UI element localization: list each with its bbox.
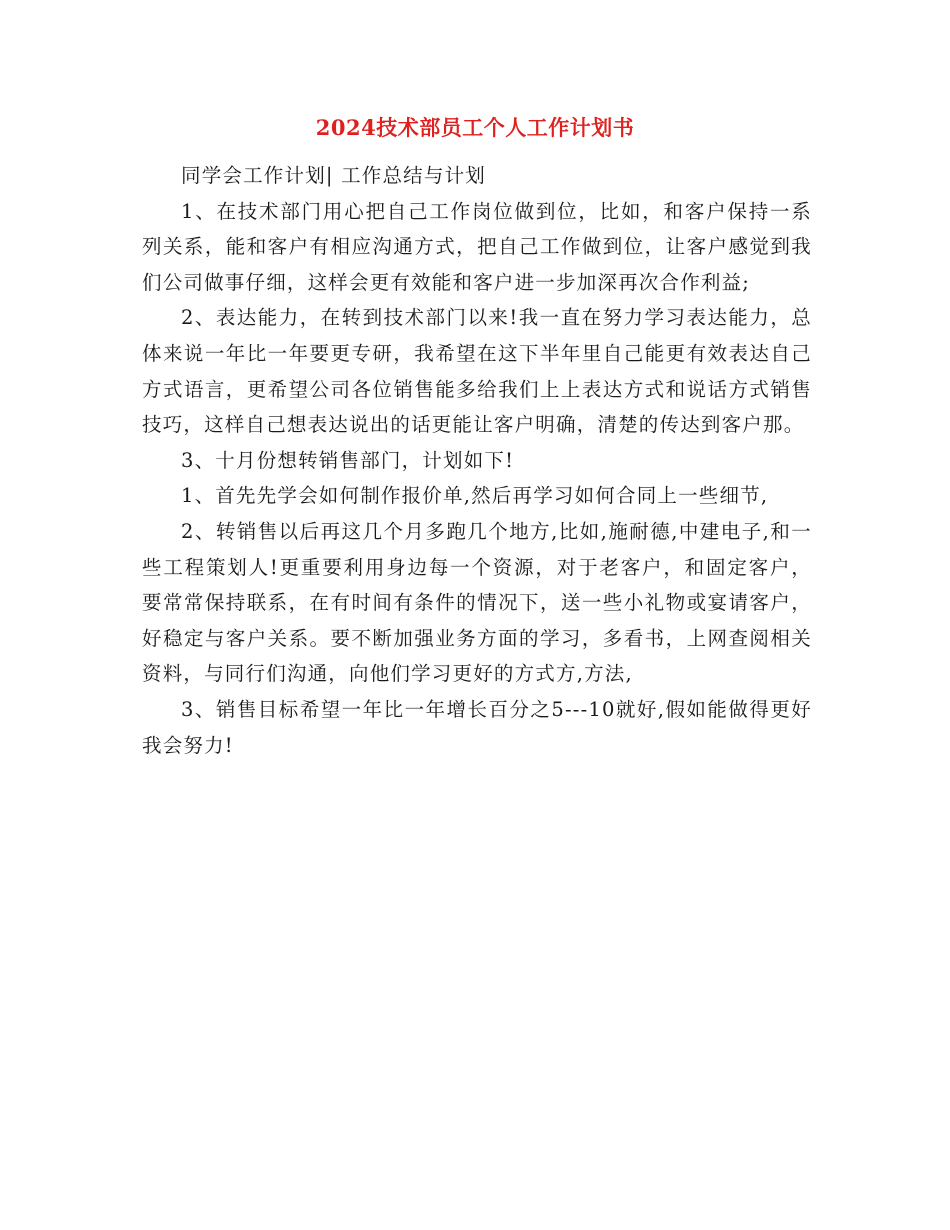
subtitle-line: 同学会工作计划| 工作总结与计划 xyxy=(181,164,486,187)
plan-item-1: 1、首先先学会如何制作报价单,然后再学习如何合同上一些细节, xyxy=(181,484,769,508)
paragraph-3: 3、十月份想转销售部门，计划如下! xyxy=(181,448,515,472)
paragraph-1: 1、在技术部门用心把自己工作岗位做到位，比如，和客户保持一系列关系，能和客户有相应沟通方式，把自己工作做到位，让客户感觉到我们公司做事仔细，这样会更有效能和客户进一步加深再次合作利益; xyxy=(142,199,812,294)
plan-item-3: 3、销售目标希望一年比一年增长百分之5---10就好,假如能做得更好我会努力! xyxy=(142,697,812,757)
plan-item-2: 2、转销售以后再这几个月多跑几个地方,比如,施耐德,中建电子,和一些工程策划人!更重要利用身边每一个资源，对于老客户，和固定客户，要常常保持联系，在有时间有条件的情况下，送一些小礼物或宴请客户，好稳定与客户关系。要不断加强业务方面的学习，多看书，上网查阅相关资料，与同行们沟通，向他们学习更好的方式方,方法, xyxy=(142,519,812,686)
paragraph-2: 2、表达能力，在转到技术部门以来!我一直在努力学习表达能力，总体来说一年比一年要更专研，我希望在这下半年里自己能更有效表达自己方式语言，更希望公司各位销售能多给我们上上表达方式和说话方式销售技巧，这样自己想表达说出的话更能让客户明确，清楚的传达到客户那。 xyxy=(142,306,812,437)
document-title: 2024技术部员工个人工作计划书 xyxy=(315,115,635,140)
document-body xyxy=(142,158,812,763)
